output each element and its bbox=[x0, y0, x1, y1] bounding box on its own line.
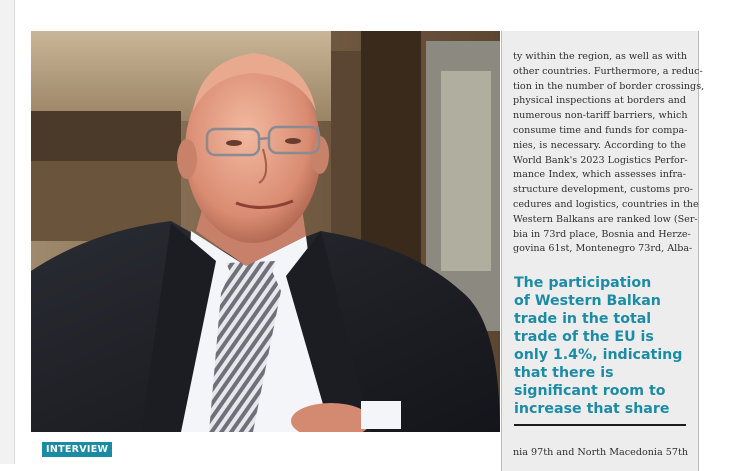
portrait-photo bbox=[31, 31, 500, 432]
body-line: ty within the region, as well as with bbox=[513, 51, 687, 62]
body-line: cedures and logistics, countries in the bbox=[513, 198, 699, 210]
body-line: consume time and funds for compa- bbox=[513, 124, 688, 136]
pull-quote-line: trade in the total bbox=[514, 311, 652, 327]
pull-quote-line: increase that share bbox=[514, 401, 670, 417]
article-body bbox=[513, 50, 705, 257]
pull-quote bbox=[514, 274, 692, 418]
section-tag: INTERVIEW bbox=[42, 442, 112, 457]
body-line: govina 61st, Montenegro 73rd, Alba- bbox=[513, 243, 693, 255]
pull-quote-line: The participation bbox=[514, 275, 652, 291]
pull-quote-line: that there is bbox=[514, 365, 614, 381]
article-body-continued bbox=[513, 446, 689, 461]
body-line: structure development, customs pro- bbox=[513, 184, 693, 196]
body-line: physical inspections at borders and bbox=[513, 95, 686, 107]
body-line: Western Balkans are ranked low (Ser- bbox=[513, 213, 698, 225]
body-line: other countries. Furthermore, a reduc- bbox=[513, 65, 703, 77]
body-line: tion in the number of border crossings, bbox=[513, 80, 705, 92]
body-line: mance Index, which assesses infra- bbox=[513, 169, 686, 181]
pull-quote-line: of Western Balkan bbox=[514, 293, 661, 309]
body-line: numerous non-tariff barriers, which bbox=[513, 110, 688, 122]
pull-quote-line: trade of the EU is bbox=[514, 329, 654, 345]
page-margin bbox=[0, 0, 15, 464]
pull-quote-line: significant room to bbox=[514, 383, 666, 399]
body-line: bia in 73rd place, Bosnia and Herze- bbox=[513, 228, 691, 240]
body-line: nia 97th and North Macedonia 57th bbox=[513, 447, 689, 458]
pull-quote-line: only 1.4%, indicating bbox=[514, 347, 683, 363]
body-line: World Bank's 2023 Logistics Perfor- bbox=[513, 154, 688, 166]
body-line: nies, is necessary. According to the bbox=[513, 139, 686, 151]
pull-quote-divider bbox=[514, 424, 686, 426]
